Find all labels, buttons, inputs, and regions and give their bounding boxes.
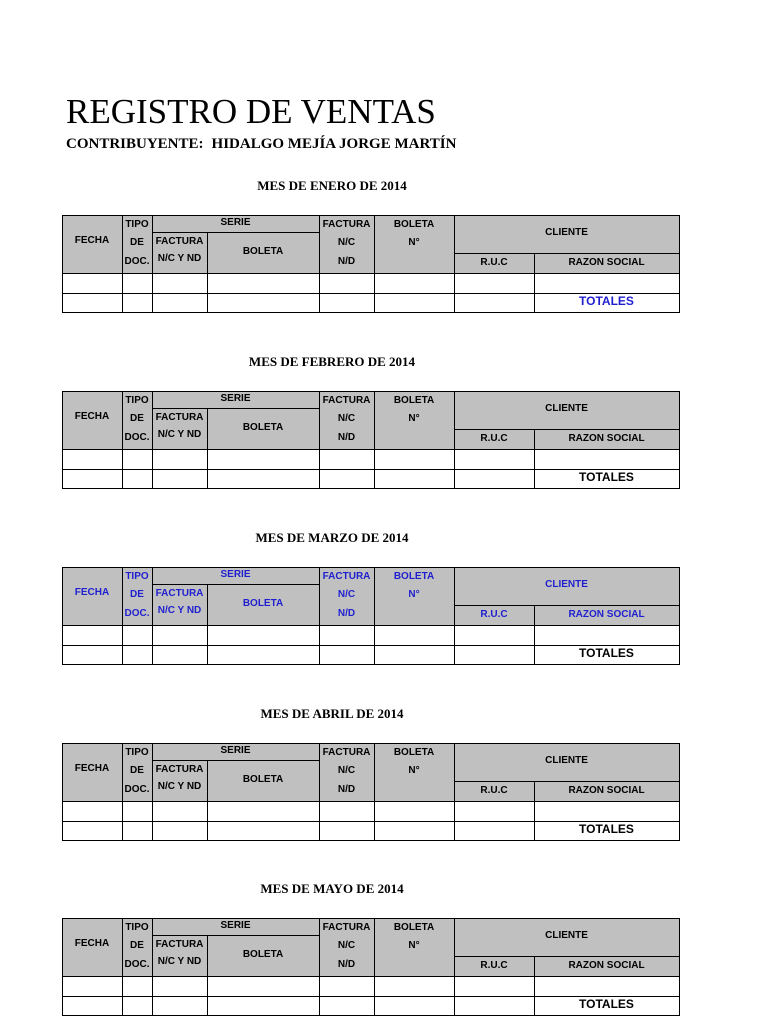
header-tipo-de: DE	[130, 940, 144, 951]
table-border-right	[679, 567, 680, 665]
grid-line	[152, 215, 153, 313]
month-heading	[0, 706, 716, 722]
grid-line	[374, 743, 375, 841]
table-border-left	[62, 918, 63, 1016]
grid-line	[152, 584, 319, 585]
header-ruc: R.U.C	[480, 257, 508, 268]
header-serie-factura: FACTURA	[155, 236, 204, 247]
grid-line	[62, 801, 680, 802]
header-boleta-numero: N°	[408, 940, 420, 951]
header-ruc: R.U.C	[480, 785, 508, 796]
totales-label: TOTALES	[579, 294, 634, 308]
header-serie: SERIE	[220, 217, 251, 228]
header-serie-factura: FACTURA	[155, 939, 204, 950]
header-tipo-de: DE	[130, 589, 144, 600]
grid-line	[319, 215, 320, 313]
header-factura-nc: N/C	[337, 940, 356, 951]
grid-line	[62, 625, 680, 626]
header-tipo: TIPO	[125, 395, 149, 406]
table-border-left	[62, 215, 63, 313]
header-tipo-doc: DOC.	[124, 608, 150, 619]
sales-table	[62, 743, 680, 841]
grid-line	[62, 976, 680, 977]
contribuyente-name: HIDALGO MEJÍA JORGE MARTÍN	[211, 136, 457, 152]
header-tipo: TIPO	[125, 219, 149, 230]
header-serie-nc-nd: N/C Y ND	[157, 605, 202, 616]
table-border-bottom	[62, 1015, 680, 1016]
header-tipo-de: DE	[130, 237, 144, 248]
header-serie-factura: FACTURA	[155, 412, 204, 423]
grid-line	[319, 391, 320, 489]
header-fecha: FECHA	[74, 938, 110, 949]
month-heading-text: MES DE MAYO DE 2014	[260, 881, 404, 896]
header-fecha: FECHA	[74, 235, 110, 246]
header-factura-nd: N/D	[337, 256, 356, 267]
header-tipo-doc: DOC.	[124, 432, 150, 443]
header-ruc: R.U.C	[480, 433, 508, 444]
header-razon-social: RAZON SOCIAL	[568, 433, 645, 444]
header-factura-nc: N/C	[337, 589, 356, 600]
header-serie: SERIE	[220, 745, 251, 756]
grid-line	[374, 567, 375, 665]
header-serie-boleta: BOLETA	[242, 949, 284, 960]
sales-table	[62, 391, 680, 489]
table-border-top	[62, 918, 680, 919]
header-serie: SERIE	[220, 569, 251, 580]
header-tipo-doc: DOC.	[124, 784, 150, 795]
header-serie-factura: FACTURA	[155, 764, 204, 775]
grid-line	[122, 215, 123, 313]
grid-line	[62, 273, 680, 274]
header-tipo-de: DE	[130, 413, 144, 424]
grid-line	[122, 918, 123, 1016]
header-factura-nc: N/C	[337, 237, 356, 248]
table-border-right	[679, 743, 680, 841]
totales-label: TOTALES	[579, 997, 634, 1011]
table-border-right	[679, 918, 680, 1016]
header-boleta: BOLETA	[393, 219, 435, 230]
month-heading-text: MES DE FEBRERO DE 2014	[248, 354, 416, 369]
month-heading	[0, 354, 716, 370]
header-cliente: CLIENTE	[545, 930, 588, 941]
grid-line	[454, 391, 455, 489]
grid-line	[122, 743, 123, 841]
table-border-bottom	[62, 840, 680, 841]
totales-label: TOTALES	[579, 822, 634, 836]
header-boleta-numero: N°	[408, 765, 420, 776]
grid-line	[374, 215, 375, 313]
grid-line	[454, 605, 679, 606]
sales-table	[62, 215, 680, 313]
page-title: REGISTRO DE VENTAS	[66, 92, 436, 131]
header-serie-nc-nd: N/C Y ND	[157, 781, 202, 792]
header-factura-nd: N/D	[337, 432, 356, 443]
header-ruc: R.U.C	[480, 960, 508, 971]
header-boleta: BOLETA	[393, 571, 435, 582]
header-cliente: CLIENTE	[545, 227, 588, 238]
table-border-right	[679, 391, 680, 489]
contribuyente-label: CONTRIBUYENTE:	[66, 136, 204, 152]
header-razon-social: RAZON SOCIAL	[568, 960, 645, 971]
table-border-bottom	[62, 664, 680, 665]
grid-line	[454, 781, 679, 782]
table-border-left	[62, 567, 63, 665]
header-serie: SERIE	[220, 393, 251, 404]
table-border-right	[679, 215, 680, 313]
header-factura-nd: N/D	[337, 608, 356, 619]
header-factura: FACTURA	[322, 747, 371, 758]
table-border-left	[62, 743, 63, 841]
header-factura: FACTURA	[322, 571, 371, 582]
header-tipo-doc: DOC.	[124, 256, 150, 267]
grid-line	[319, 918, 320, 1016]
grid-line	[454, 918, 455, 1016]
grid-line	[454, 743, 455, 841]
totales-label: TOTALES	[579, 646, 634, 660]
grid-line	[454, 429, 679, 430]
grid-line	[374, 918, 375, 1016]
header-boleta-numero: N°	[408, 413, 420, 424]
table-border-bottom	[62, 488, 680, 489]
table-border-bottom	[62, 312, 680, 313]
header-serie-nc-nd: N/C Y ND	[157, 253, 202, 264]
table-border-top	[62, 391, 680, 392]
header-ruc: R.U.C	[480, 609, 508, 620]
table-border-left	[62, 391, 63, 489]
header-boleta: BOLETA	[393, 922, 435, 933]
month-heading	[0, 881, 716, 897]
grid-line	[454, 956, 679, 957]
header-factura: FACTURA	[322, 395, 371, 406]
grid-line	[152, 918, 153, 1016]
header-tipo-doc: DOC.	[124, 959, 150, 970]
grid-line	[62, 449, 680, 450]
grid-line	[454, 253, 679, 254]
grid-line	[122, 391, 123, 489]
header-serie-nc-nd: N/C Y ND	[157, 429, 202, 440]
header-serie-factura: FACTURA	[155, 588, 204, 599]
header-tipo: TIPO	[125, 571, 149, 582]
header-serie: SERIE	[220, 920, 251, 931]
header-boleta: BOLETA	[393, 747, 435, 758]
header-cliente: CLIENTE	[545, 579, 588, 590]
grid-line	[152, 760, 319, 761]
header-factura: FACTURA	[322, 922, 371, 933]
header-razon-social: RAZON SOCIAL	[568, 257, 645, 268]
grid-line	[454, 215, 455, 313]
table-border-top	[62, 567, 680, 568]
header-factura-nd: N/D	[337, 784, 356, 795]
header-serie-nc-nd: N/C Y ND	[157, 956, 202, 967]
grid-line	[152, 743, 153, 841]
header-serie-boleta: BOLETA	[242, 422, 284, 433]
table-border-top	[62, 215, 680, 216]
grid-line	[374, 391, 375, 489]
header-serie-boleta: BOLETA	[242, 774, 284, 785]
header-razon-social: RAZON SOCIAL	[568, 609, 645, 620]
grid-line	[319, 567, 320, 665]
grid-line	[152, 567, 153, 665]
header-boleta: BOLETA	[393, 395, 435, 406]
sales-table	[62, 918, 680, 1016]
header-serie-boleta: BOLETA	[242, 246, 284, 257]
grid-line	[152, 391, 153, 489]
month-heading	[0, 178, 716, 194]
sales-table	[62, 567, 680, 665]
header-tipo-de: DE	[130, 765, 144, 776]
grid-line	[152, 408, 319, 409]
month-heading-text: MES DE ABRIL DE 2014	[260, 706, 404, 721]
header-boleta-numero: N°	[408, 589, 420, 600]
grid-line	[454, 567, 455, 665]
header-fecha: FECHA	[74, 587, 110, 598]
header-serie-boleta: BOLETA	[242, 598, 284, 609]
table-border-top	[62, 743, 680, 744]
header-factura-nc: N/C	[337, 413, 356, 424]
totales-label: TOTALES	[579, 470, 634, 484]
header-tipo: TIPO	[125, 747, 149, 758]
header-factura: FACTURA	[322, 219, 371, 230]
header-fecha: FECHA	[74, 411, 110, 422]
header-cliente: CLIENTE	[545, 755, 588, 766]
month-heading-text: MES DE ENERO DE 2014	[257, 178, 407, 193]
grid-line	[152, 232, 319, 233]
header-factura-nd: N/D	[337, 959, 356, 970]
header-tipo: TIPO	[125, 922, 149, 933]
month-heading-text: MES DE MARZO DE 2014	[255, 530, 409, 545]
header-factura-nc: N/C	[337, 765, 356, 776]
grid-line	[152, 935, 319, 936]
header-cliente: CLIENTE	[545, 403, 588, 414]
grid-line	[122, 567, 123, 665]
header-boleta-numero: N°	[408, 237, 420, 248]
month-heading	[0, 530, 716, 546]
header-razon-social: RAZON SOCIAL	[568, 785, 645, 796]
header-fecha: FECHA	[74, 763, 110, 774]
grid-line	[319, 743, 320, 841]
